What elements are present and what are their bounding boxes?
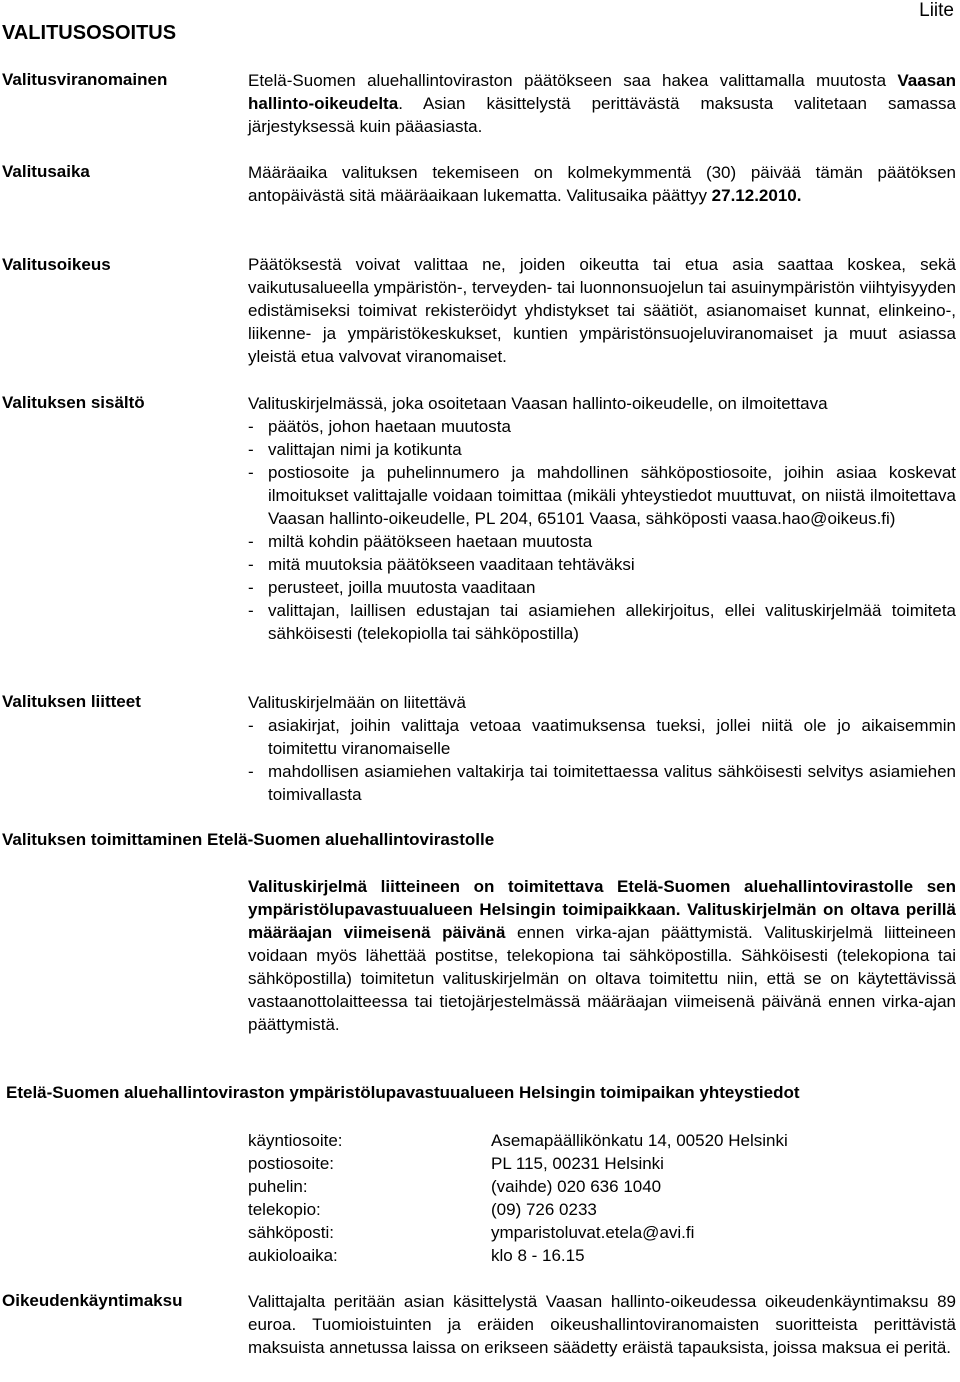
list-item: - valittajan nimi ja kotikunta — [248, 438, 956, 461]
contact-value: (vaihde) 020 636 1040 — [491, 1177, 662, 1196]
contact-value: klo 8 - 16.15 — [491, 1246, 585, 1265]
list-item: - asiakirjat, joihin valittaja vetoaa vaatimuksensa tueksi, jollei niitä ole jo aikaisemmin toimitettu viranomaiselle — [248, 714, 956, 760]
list-item: - postiosoite ja puhelinnumero ja mahdollinen sähköpostiosoite, joihin asiaa koskevat ilmoitukset valittajalle voidaan toimittaa (mikäli yhteystiedot muuttuvat, on niistä ilmoitettava Vaasan hallinto-oikeudelle, PL 204, 65101 Vaasa, sähköposti vaasa.hao@oikeus.fi) — [248, 461, 956, 530]
contact-row — [248, 1244, 788, 1267]
period-text-pre: Määräaika valituksen tekemiseen on kolmekymmentä (30) päivää tämän päätöksen antopäivästä sitä määräaikaan lukematta. Valitusaika päättyy — [248, 163, 956, 205]
attachments-list — [248, 714, 956, 806]
contact-row — [248, 1198, 788, 1221]
right-paragraph: Päätöksestä voivat valittaa ne, joiden oikeutta tai etua asia saattaa koskea, sekä vaikutusalueella ympäristön-, terveyden- tai luonnonsuojelun tai asuinympäristön viihtyisyyden edistämiseksi toimivat rekisteröidyt yhdistykset tai säätiöt, asianomaiset kunnat, elinkeino-, liikenne- ja ympäristökeskukset, kuntien ympäristönsuojeluviranomaiset ja muut asiassa yleistä etua valvovat viranomaiset. — [248, 255, 956, 366]
period-deadline: 27.12.2010. — [711, 186, 802, 205]
fee-label: Oikeudenkäyntimaksu — [2, 1291, 183, 1310]
list-item: - perusteet, joilla muutosta vaaditaan — [248, 576, 956, 599]
contact-row — [248, 1221, 788, 1244]
contact-key: aukioloaika: — [248, 1246, 338, 1265]
list-item: - mitä muutoksia päätökseen vaaditaan tehtäväksi — [248, 553, 956, 576]
contact-heading: Etelä-Suomen aluehallintoviraston ympäristölupavastuualueen Helsingin toimipaikan yhteystiedot — [6, 1083, 800, 1102]
attachment-label: Liite — [919, 0, 954, 21]
contact-value: ymparistoluvat.etela@avi.fi — [491, 1223, 695, 1242]
right-text — [248, 253, 956, 368]
list-item: - mahdollisen asiamiehen valtakirja tai toimitettaessa valitus sähköisesti selvitys asiamiehen toimivallasta — [248, 760, 956, 806]
authority-text-post: . Asian käsittelystä perittävästä maksusta valitetaan samassa järjestyksessä kuin pääasiasta. — [248, 94, 956, 136]
content-intro: Valituskirjelmässä, joka osoitetaan Vaasan hallinto-oikeudelle, on ilmoitettava — [248, 394, 828, 413]
contact-value: (09) 726 0233 — [491, 1200, 597, 1219]
contact-key: puhelin: — [248, 1177, 308, 1196]
period-label: Valitusaika — [2, 162, 90, 181]
contact-key: telekopio: — [248, 1200, 321, 1219]
delivery-heading: Valituksen toimittaminen Etelä-Suomen aluehallintovirastolle — [2, 830, 495, 849]
delivery-rest: ennen virka-ajan päättymistä. Valituskirjelmä liitteineen voidaan myös lähettää postitse, telekopiona tai sähköpostilla. Sähköisesti (telekopiona tai sähköpostilla) toimitetun valituskirjelmän on oltava toimitettu niin, että se on käytettävissä vastaanottolaitteessa tai tietojärjestelmässä määräajan viimeisenä päivänä ennen virka-ajan päättymistä. — [248, 923, 956, 1034]
contact-key: sähköposti: — [248, 1223, 334, 1242]
authority-text-bold: Vaasan hallinto-oikeudelta — [248, 71, 956, 113]
fee-paragraph: Valittajalta peritään asian käsittelystä Vaasan hallinto-oikeudessa oikeudenkäyntimaksu 89 euroa. Tuomioistuinten ja eräiden oikeushallintoviranomaisten suoritteista perittävistä maksuista annetussa laissa on erikseen säädetty eräistä tapauksista, joissa maksua ei peritä. — [248, 1292, 956, 1357]
attachments-intro: Valituskirjelmään on liitettävä — [248, 693, 466, 712]
content-list — [248, 415, 956, 645]
content-label: Valituksen sisältö — [2, 393, 145, 412]
attachments-text — [248, 691, 956, 806]
fee-text — [248, 1290, 956, 1359]
period-text — [248, 161, 956, 207]
contact-key: postiosoite: — [248, 1154, 334, 1173]
list-item: - miltä kohdin päätökseen haetaan muutosta — [248, 530, 956, 553]
authority-label: Valitusviranomainen — [2, 70, 168, 89]
list-item: - valittajan, laillisen edustajan tai asiamiehen allekirjoitus, ellei valituskirjelmää toimiteta sähköisesti (telekopiolla tai sähköpostilla) — [248, 599, 956, 645]
contact-value: PL 115, 00231 Helsinki — [491, 1154, 664, 1173]
attachments-label: Valituksen liitteet — [2, 692, 141, 711]
delivery-bold-1: Valituskirjelmä liitteineen on toimitettava Etelä-Suomen aluehallintovirastolle sen ympäristölupavastuualueen Helsingin toimipaikkaan. — [248, 877, 956, 919]
contact-key: käyntiosoite: — [248, 1131, 343, 1150]
contact-row — [248, 1175, 788, 1198]
contact-table — [248, 1129, 788, 1267]
document-title: VALITUSOSOITUS — [2, 22, 177, 44]
contact-row — [248, 1129, 788, 1152]
delivery-text — [248, 875, 956, 1036]
delivery-bold-2: Valituskirjelmän on oltava perillä määräajan viimeisenä päivänä — [248, 900, 956, 942]
contact-value: Asemapäällikönkatu 14, 00520 Helsinki — [491, 1131, 788, 1150]
content-text — [248, 392, 956, 645]
right-label: Valitusoikeus — [2, 255, 111, 274]
list-item: - päätös, johon haetaan muutosta — [248, 415, 956, 438]
authority-text-pre: Etelä-Suomen aluehallintoviraston päätökseen saa hakea valittamalla muutosta — [248, 71, 898, 90]
contact-row — [248, 1152, 788, 1175]
authority-text — [248, 69, 956, 138]
